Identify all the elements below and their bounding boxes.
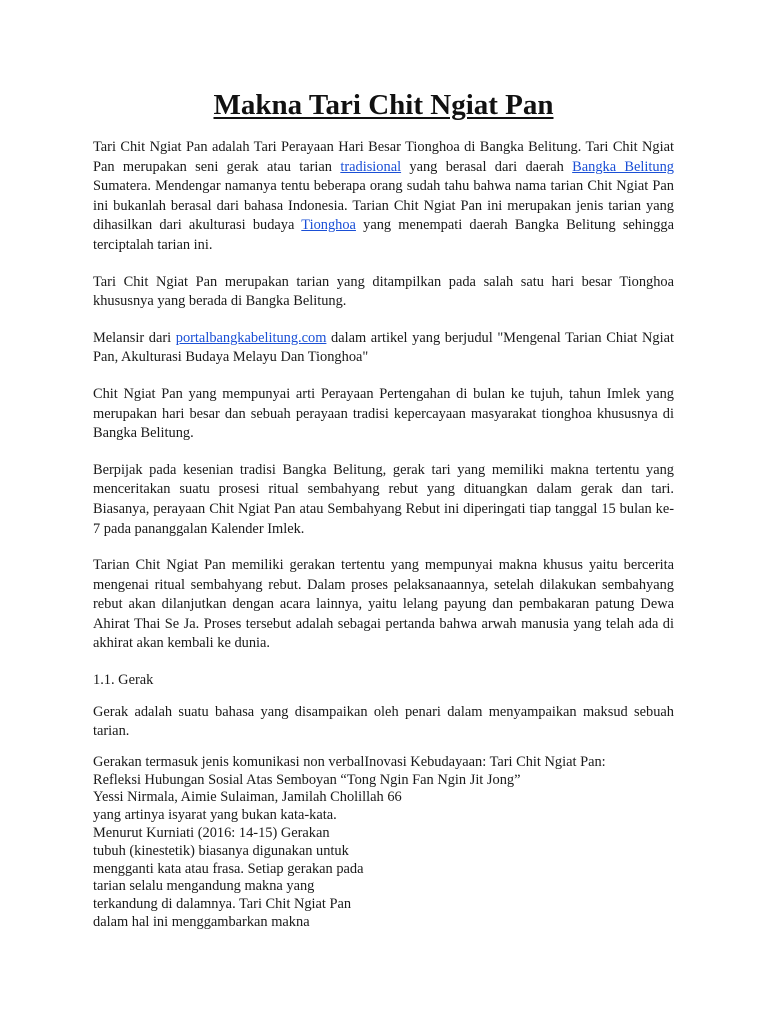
text-lines-block — [93, 754, 674, 932]
text-line: terkandung di dalamnya. Tari Chit Ngiat Pan — [93, 896, 352, 913]
text-line: Gerakan termasuk jenis komunikasi non verbalInovasi Kebudayaan: Tari Chit Ngiat Pan: — [93, 753, 606, 770]
text-line: tubuh (kinestetik) biasanya digunakan untuk — [93, 842, 349, 859]
link-bangka-belitung[interactable]: Bangka Belitung — [572, 158, 674, 175]
document-page — [93, 86, 674, 932]
document-title: Makna Tari Chit Ngiat Pan — [213, 89, 554, 121]
text-line: Refleksi Hubungan Sosial Atas Semboyan “Tong Ngin Fan Ngin Jit Jong” — [93, 771, 521, 788]
link-portalbangkabelitung[interactable]: portalbangkabelitung.com — [175, 329, 327, 346]
paragraph-6: Tarian Chit Ngiat Pan memiliki gerakan tertentu yang mempunyai makna khusus yaitu bercerita mengenai ritual sembahyang rebut. Dalam proses pelaksanaannya, setelah dilakukan sembahyang rebut akan dilanjutkan dengan acara lainnya, yaitu lelang payung dan pembakaran patung Dewa Ahirat Thai Se Ja. Proses tersebut adalah sebagai pertanda bahwa arwah manusia yang telah ada di akhirat akan kembali ke dunia. — [93, 557, 674, 652]
link-tradisional[interactable]: tradisional — [340, 158, 402, 175]
paragraph-7: Gerak adalah suatu bahasa yang disampaikan oleh penari dalam menyampaikan maksud sebuah tarian. — [93, 703, 674, 740]
text-line: Menurut Kurniati (2016: 14-15) Gerakan — [93, 825, 330, 842]
link-tionghoa[interactable]: Tionghoa — [301, 217, 356, 234]
text-line: mengganti kata atau frasa. Setiap gerakan pada — [93, 860, 364, 877]
text-line: yang artinya isyarat yang bukan kata-kata. — [93, 807, 337, 824]
text-line: Yessi Nirmala, Aimie Sulaiman, Jamilah Cholillah 66 — [93, 789, 402, 806]
paragraph-5: Berpijak pada kesenian tradisi Bangka Belitung, gerak tari yang memiliki makna tertentu yang menceritakan suatu prosesi ritual sembahyang rebut yang dituangkan dalam gerak dan tari. Biasanya, perayaan Chit Ngiat Pan atau Sembahyang Rebut ini diperingati tiap tanggal 15 bulan ke- 7 pada pananggalan Kalender Imlek. — [93, 461, 674, 537]
text-line: tarian selalu mengandung makna yang — [93, 878, 315, 895]
section-heading-gerak: 1.1. Gerak — [93, 672, 154, 689]
paragraph-source: Melansir dari portalbangkabelitung.com dalam artikel yang berjudul "Mengenal Tarian Chiat Ngiat Pan, Akulturasi Budaya Melayu Dan Tionghoa" — [93, 329, 674, 366]
text-line: dalam hal ini menggambarkan makna — [93, 914, 310, 931]
paragraph-intro: Tari Chit Ngiat Pan adalah Tari Perayaan Hari Besar Tionghoa di Bangka Belitung. Tari Chit Ngiat Pan merupakan seni gerak atau tarian tradisional yang berasal dari daerah Bangka Belitung Sumatera. Mendengar namanya tentu beberapa orang sudah tahu bahwa nama tarian Chit Ngiat Pan ini bukanlah berasal dari bahasa Indonesia. Tarian Chit Ngiat Pan ini merupakan jenis tarian yang dihasilkan dari akulturasi budaya Tionghoa yang menempati daerah Bangka Belitung sehingga terciptalah tarian ini. — [93, 139, 674, 253]
paragraph-4: Chit Ngiat Pan yang mempunyai arti Perayaan Pertengahan di bulan ke tujuh, tahun Imlek yang merupakan hari besar dan sebuah perayaan tradisi kepercayaan masyarakat tionghoa khususnya di Bangka Belitung. — [93, 385, 674, 442]
paragraph-2: Tari Chit Ngiat Pan merupakan tarian yang ditampilkan pada salah satu hari besar Tionghoa khususnya yang berada di Bangka Belitung. — [93, 273, 674, 310]
